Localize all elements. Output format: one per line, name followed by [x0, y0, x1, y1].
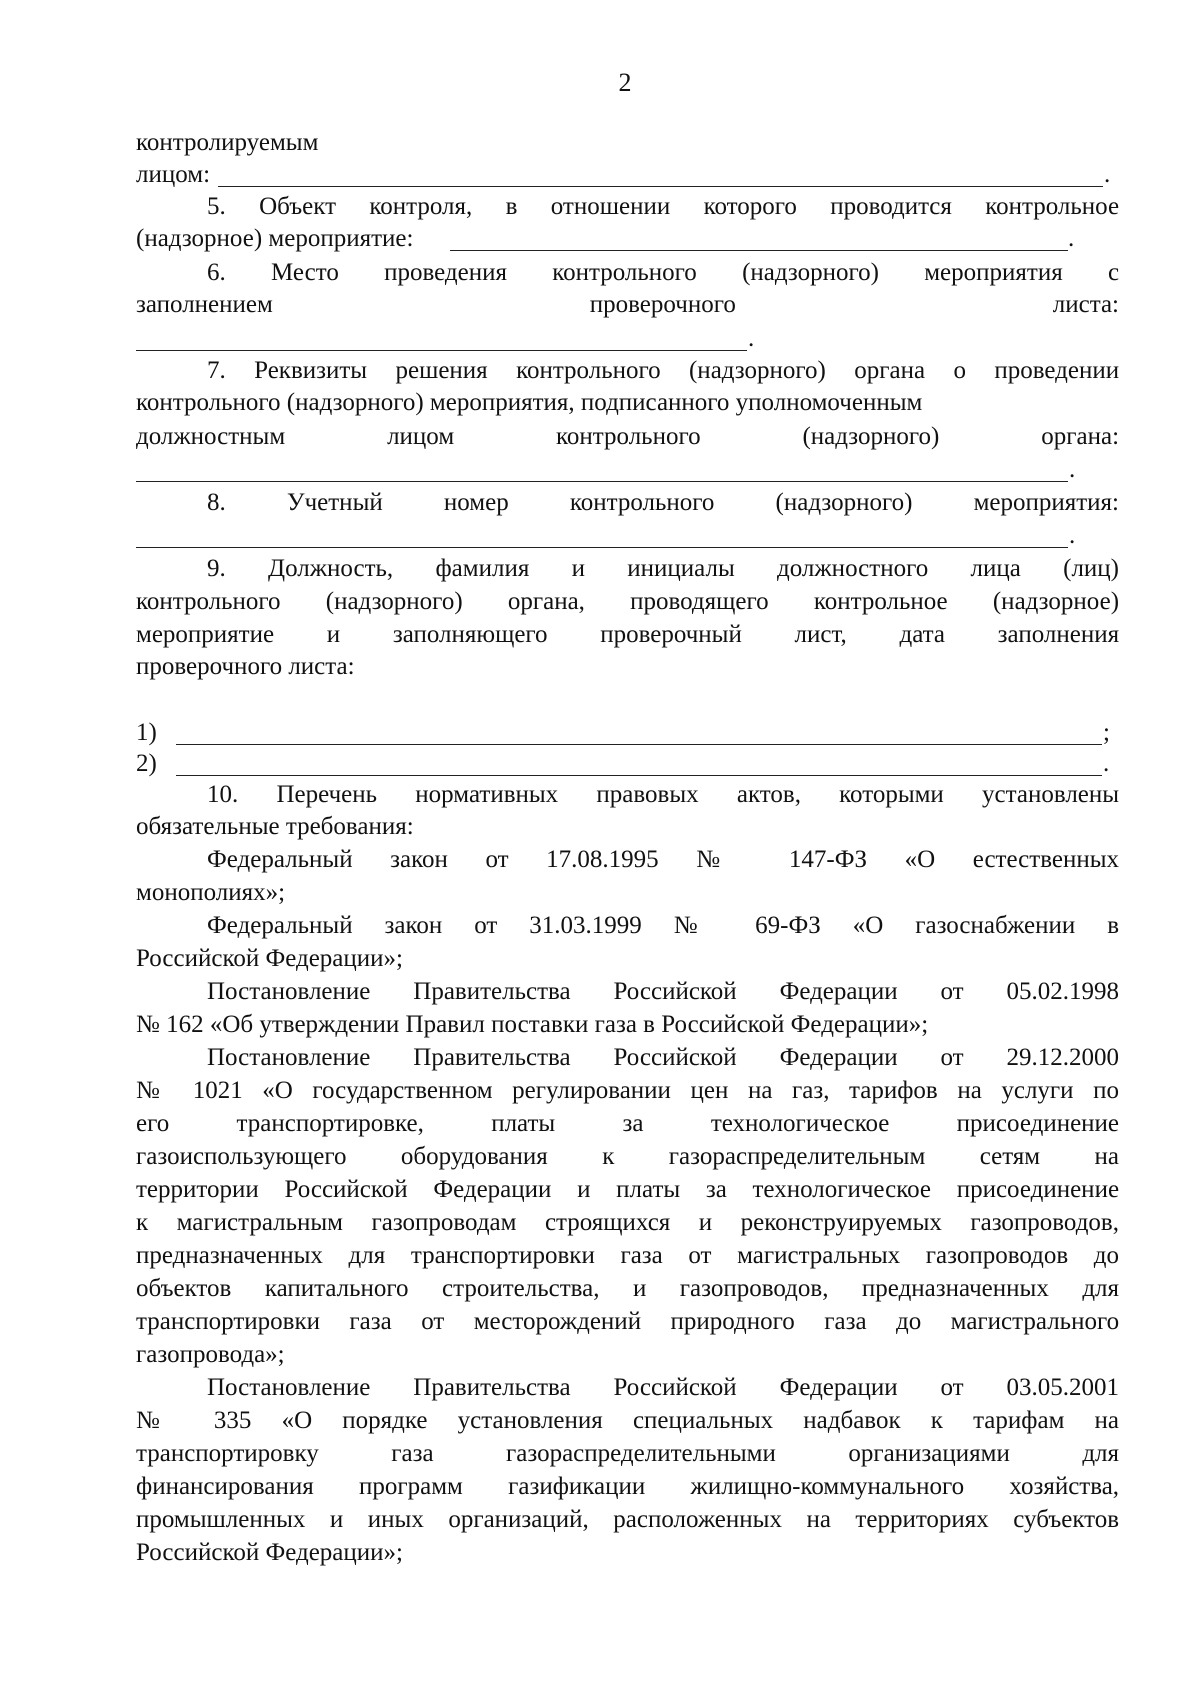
- word: Перечень: [276, 781, 378, 808]
- word: присоединение: [956, 1110, 1120, 1137]
- word: проверочный: [600, 621, 742, 648]
- line-end-punct: .: [1104, 161, 1111, 188]
- word: транспортировки: [136, 1308, 320, 1335]
- word: Федерации: [779, 1374, 898, 1401]
- justified-line: [136, 1241, 1119, 1271]
- justified-line: [207, 780, 1119, 810]
- line-end-punct: .: [1069, 522, 1076, 549]
- word: сетям: [979, 1143, 1041, 1170]
- word: правовых: [596, 781, 699, 808]
- word: государственном: [312, 1077, 493, 1104]
- word: Реквизиты: [254, 357, 368, 384]
- justified-line: [136, 1406, 1119, 1436]
- text-line: проверочного листа:: [136, 653, 355, 680]
- word: и: [571, 555, 585, 582]
- word: (лиц): [1063, 555, 1120, 582]
- word: промышленных: [136, 1506, 306, 1533]
- word: месторождений: [473, 1308, 642, 1335]
- word: магистрального: [950, 1308, 1120, 1335]
- word: 05.02.1998: [1006, 978, 1119, 1005]
- word: контрольного: [136, 588, 281, 615]
- word: для: [1082, 1440, 1120, 1467]
- word: строительства,: [442, 1275, 600, 1302]
- word: капитального: [264, 1275, 409, 1302]
- word: газопроводов,: [679, 1275, 829, 1302]
- word: проводится: [830, 193, 952, 220]
- word: 335: [213, 1407, 252, 1434]
- justified-line: [207, 554, 1119, 584]
- word: газопроводов,: [970, 1209, 1119, 1236]
- word: Учетный: [286, 489, 383, 516]
- word: к: [930, 1407, 943, 1434]
- list-marker: 1): [136, 719, 157, 746]
- word: транспортировки: [410, 1242, 595, 1269]
- word: строящихся: [544, 1209, 671, 1236]
- justified-line: [207, 845, 1119, 875]
- word: газоснабжении: [915, 912, 1076, 939]
- word: Российской: [613, 1374, 737, 1401]
- word: проведения: [384, 259, 507, 286]
- fill-in-blank: [136, 547, 1068, 548]
- text-line: Российской Федерации»;: [136, 1539, 403, 1566]
- word: жилищно-коммунального: [690, 1473, 965, 1500]
- line-end-punct: ;: [1103, 719, 1110, 746]
- word: организациями: [848, 1440, 1010, 1467]
- word: тарифам: [973, 1407, 1065, 1434]
- word: контрольное: [813, 588, 948, 615]
- word: предназначенных: [861, 1275, 1049, 1302]
- word: иных: [367, 1506, 424, 1533]
- word: №: [136, 1407, 184, 1434]
- word: лица: [970, 555, 1021, 582]
- word: для: [348, 1242, 386, 1269]
- word: 5.: [207, 193, 226, 220]
- word: Федеральный: [207, 846, 353, 873]
- word: контрольного: [569, 489, 715, 516]
- word: 1021: [192, 1077, 243, 1104]
- word: должностного: [777, 555, 929, 582]
- line-end-punct: .: [1103, 750, 1110, 777]
- word: газификации: [508, 1473, 646, 1500]
- list-marker: 2): [136, 750, 157, 777]
- word: специальных: [632, 1407, 774, 1434]
- word: 10.: [207, 781, 239, 808]
- word: газа: [824, 1308, 867, 1335]
- word: транспортировке,: [236, 1110, 424, 1137]
- word: организаций,: [448, 1506, 589, 1533]
- word: Правительства: [413, 1044, 571, 1071]
- word: контрольного: [556, 423, 701, 450]
- word: 69-ФЗ: [755, 912, 821, 939]
- word: его: [136, 1110, 170, 1137]
- word: (надзорного): [775, 489, 913, 516]
- justified-line: [136, 290, 1119, 320]
- word: Федеральный: [207, 912, 353, 939]
- word: Постановление: [207, 1044, 371, 1071]
- word: 147-ФЗ: [788, 846, 868, 873]
- word: (надзорного): [802, 423, 940, 450]
- page-number: 2: [618, 68, 632, 97]
- word: естественных: [972, 846, 1120, 873]
- text-line: монополиях»;: [136, 879, 286, 906]
- word: хозяйства,: [1009, 1473, 1120, 1500]
- word: газа: [391, 1440, 434, 1467]
- text-line: обязательные требования:: [136, 813, 414, 840]
- word: Российской: [613, 1044, 737, 1071]
- word: установления: [457, 1407, 603, 1434]
- word: Постановление: [207, 978, 371, 1005]
- word: контроля,: [369, 193, 473, 220]
- fill-in-blank: [450, 250, 1068, 251]
- justified-line: [207, 911, 1119, 941]
- word: (надзорного): [688, 357, 826, 384]
- word: (надзорное): [992, 588, 1120, 615]
- word: фамилия: [435, 555, 530, 582]
- word: услуги: [1001, 1077, 1074, 1104]
- justified-line: [207, 192, 1119, 222]
- word: надбавок: [803, 1407, 901, 1434]
- justified-line: [207, 258, 1119, 288]
- word: реконструируемых: [740, 1209, 942, 1236]
- word: от: [485, 846, 509, 873]
- word: оборудования: [400, 1143, 548, 1170]
- word: транспортировку: [136, 1440, 319, 1467]
- word: заполняющего: [392, 621, 548, 648]
- justified-line: [207, 977, 1119, 1007]
- word: 9.: [207, 555, 226, 582]
- word: газораспределительным: [668, 1143, 926, 1170]
- word: за: [705, 1176, 727, 1203]
- text-line: контролируемым: [136, 129, 319, 156]
- word: до: [896, 1308, 922, 1335]
- word: расположенных: [613, 1506, 782, 1533]
- justified-line: [207, 1043, 1119, 1073]
- word: 8.: [207, 489, 226, 516]
- justified-line: [136, 422, 1119, 452]
- word: Федерации: [433, 1176, 552, 1203]
- word: установлены: [982, 781, 1120, 808]
- word: к: [136, 1209, 149, 1236]
- word: которыми: [839, 781, 944, 808]
- word: проведении: [994, 357, 1120, 384]
- fill-in-blank: [176, 744, 1102, 745]
- word: №: [136, 1077, 174, 1104]
- word: технологическое: [752, 1176, 932, 1203]
- word: объектов: [136, 1275, 232, 1302]
- justified-line: [136, 1274, 1119, 1304]
- word: на: [806, 1506, 831, 1533]
- word: газа: [620, 1242, 663, 1269]
- word: и: [577, 1176, 591, 1203]
- word: органа,: [507, 588, 585, 615]
- justified-line: [207, 1373, 1119, 1403]
- word: Должность,: [268, 555, 394, 582]
- word: газопроводов: [925, 1242, 1069, 1269]
- word: Российской: [284, 1176, 408, 1203]
- justified-line: [136, 1175, 1119, 1205]
- word: 03.05.2001: [1006, 1374, 1119, 1401]
- word: органа:: [1041, 423, 1120, 450]
- word: «О: [904, 846, 936, 873]
- word: с: [1107, 259, 1120, 286]
- word: 31.03.1999: [529, 912, 642, 939]
- word: (надзорного): [742, 259, 879, 286]
- word: от: [940, 1044, 964, 1071]
- word: субъектов: [1013, 1506, 1120, 1533]
- word: решения: [395, 357, 488, 384]
- word: в: [1107, 912, 1120, 939]
- word: технологическое: [710, 1110, 890, 1137]
- word: присоединение: [956, 1176, 1120, 1203]
- word: и: [329, 1506, 344, 1533]
- justified-line: [136, 1472, 1119, 1502]
- word: №: [673, 912, 724, 939]
- word: на: [1094, 1143, 1120, 1170]
- word: (надзорного): [325, 588, 463, 615]
- word: Правительства: [413, 978, 571, 1005]
- word: и: [326, 621, 341, 648]
- word: и: [632, 1275, 647, 1302]
- word: Постановление: [207, 1374, 371, 1401]
- word: 17.08.1995: [546, 846, 659, 873]
- justified-line: [136, 1142, 1119, 1172]
- word: 7.: [207, 357, 226, 384]
- fill-in-blank: [176, 775, 1102, 776]
- word: Объект: [259, 193, 337, 220]
- word: лист,: [794, 621, 847, 648]
- word: которого: [703, 193, 797, 220]
- justified-line: [136, 587, 1119, 617]
- word: мероприятия: [924, 259, 1063, 286]
- word: газораспределительными: [506, 1440, 776, 1467]
- line-end-punct: .: [1069, 456, 1076, 483]
- word: финансирования: [136, 1473, 314, 1500]
- word: проводящего: [630, 588, 769, 615]
- word: Федерации: [779, 978, 898, 1005]
- word: «О: [281, 1407, 313, 1434]
- word: магистральных: [737, 1242, 901, 1269]
- text-line: (надзорное) мероприятие:: [136, 225, 414, 252]
- word: от: [421, 1308, 445, 1335]
- word: дата: [899, 621, 945, 648]
- line-end-punct: .: [1068, 225, 1075, 252]
- word: номер: [443, 489, 509, 516]
- word: предназначенных: [136, 1242, 323, 1269]
- text-line: № 162 «Об утверждении Правил поставки газа в Российской Федерации»;: [136, 1011, 929, 1038]
- word: и: [698, 1209, 713, 1236]
- word: от: [940, 978, 964, 1005]
- word: за: [622, 1110, 644, 1137]
- word: цен: [690, 1077, 729, 1104]
- word: на: [957, 1077, 982, 1104]
- word: магистральным: [176, 1209, 344, 1236]
- word: контрольное: [985, 193, 1120, 220]
- word: органа: [854, 357, 926, 384]
- justified-line: [136, 620, 1119, 650]
- word: программ: [358, 1473, 463, 1500]
- word: газоиспользующего: [136, 1143, 347, 1170]
- word: газопроводам: [371, 1209, 517, 1236]
- text-line: газопровода»;: [136, 1341, 285, 1368]
- word: закон: [390, 846, 448, 873]
- word: к: [602, 1143, 615, 1170]
- fill-in-blank: [136, 481, 1068, 482]
- word: для: [1082, 1275, 1120, 1302]
- word: Правительства: [413, 1374, 571, 1401]
- word: от: [688, 1242, 712, 1269]
- word: платы: [491, 1110, 556, 1137]
- text-line: контрольного (надзорного) мероприятия, подписанного уполномоченным: [136, 389, 923, 416]
- word: газ,: [791, 1077, 830, 1104]
- word: контрольного: [552, 259, 697, 286]
- word: Федерации: [779, 1044, 898, 1071]
- word: регулировании: [512, 1077, 671, 1104]
- word: территории: [136, 1176, 259, 1203]
- word: контрольного: [516, 357, 661, 384]
- word: по: [1093, 1077, 1120, 1104]
- justified-line: [136, 1439, 1119, 1469]
- word: платы: [616, 1176, 681, 1203]
- word: проверочного: [589, 291, 736, 318]
- justified-line: [136, 1505, 1119, 1535]
- word: в: [505, 193, 518, 220]
- word: до: [1093, 1242, 1120, 1269]
- word: Российской: [613, 978, 737, 1005]
- text-line: лицом:: [136, 161, 211, 188]
- justified-line: [136, 1307, 1119, 1337]
- word: о: [953, 357, 966, 384]
- justified-line: [207, 488, 1119, 518]
- word: отношении: [550, 193, 671, 220]
- word: на: [747, 1077, 773, 1104]
- line-end-punct: .: [748, 325, 755, 352]
- justified-line: [136, 1076, 1119, 1106]
- word: тарифов: [849, 1077, 938, 1104]
- justified-line: [136, 1208, 1119, 1238]
- word: должностным: [136, 423, 286, 450]
- word: мероприятия:: [973, 489, 1120, 516]
- word: мероприятие: [136, 621, 275, 648]
- word: 6.: [207, 259, 226, 286]
- word: «О: [262, 1077, 293, 1104]
- word: №: [696, 846, 752, 873]
- word: территориях: [855, 1506, 989, 1533]
- justified-line: [207, 356, 1119, 386]
- text-line: Российской Федерации»;: [136, 945, 403, 972]
- word: листа:: [1052, 291, 1120, 318]
- word: лицом: [387, 423, 455, 450]
- word: заполнения: [997, 621, 1120, 648]
- word: «О: [852, 912, 884, 939]
- justified-line: [136, 1109, 1119, 1139]
- word: от: [474, 912, 498, 939]
- word: от: [940, 1374, 964, 1401]
- word: газа: [349, 1308, 392, 1335]
- word: заполнением: [136, 291, 273, 318]
- fill-in-blank: [136, 350, 747, 351]
- word: закон: [384, 912, 443, 939]
- word: Место: [271, 259, 339, 286]
- word: актов,: [736, 781, 801, 808]
- word: инициалы: [627, 555, 735, 582]
- word: нормативных: [415, 781, 559, 808]
- word: на: [1094, 1407, 1120, 1434]
- word: порядке: [342, 1407, 428, 1434]
- word: 29.12.2000: [1006, 1044, 1119, 1071]
- word: природного: [670, 1308, 795, 1335]
- fill-in-blank: [218, 186, 1103, 187]
